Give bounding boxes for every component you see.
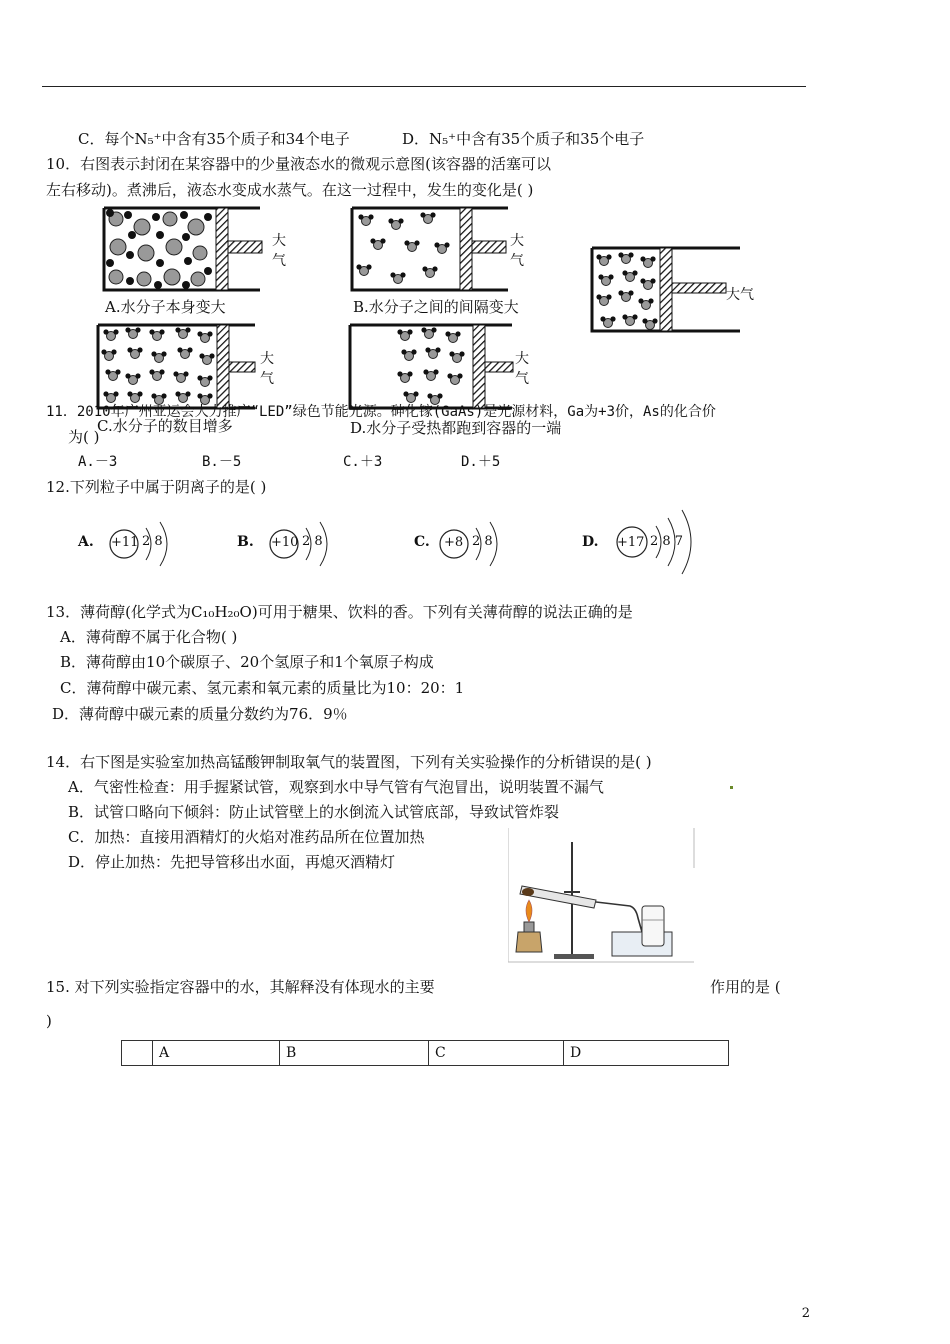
q12-b-label: B. (237, 534, 254, 550)
q15-col-a: A (153, 1041, 280, 1066)
q10-option-c: C.水分子的数目增多 (97, 417, 233, 435)
q12-a-shells: 2 8 (142, 534, 163, 549)
q12-c-label: C. (414, 534, 430, 550)
q13-option-c: C．薄荷醇中碳元素、氢元素和氧元素的质量比为10：20：1 (60, 679, 465, 697)
stray-dot (730, 786, 733, 789)
q15-col-c: C (429, 1041, 564, 1066)
q12-d-shells: 2 8 7 (650, 534, 684, 549)
q10-figure-d (347, 322, 517, 412)
q11-option-a: A.－3 (78, 454, 118, 470)
table-row (122, 1041, 729, 1066)
q13-option-b: B．薄荷醇由10个碳原子、20个氢原子和1个氧原子构成 (60, 653, 434, 671)
q13-option-d: D．薄荷醇中碳元素的质量分数约为76．9％ (52, 705, 348, 723)
q10-stem-line2: 左右移动)。煮沸后，液态水变成水蒸气。在这一过程中，发生的变化是( ) (46, 181, 534, 199)
q10-reference-atm: 大气 (726, 287, 754, 303)
q10-fig-c-atm-top: 大 (260, 351, 274, 367)
q10-fig-a-atm-top: 大 (272, 233, 286, 249)
q15-col-d: D (564, 1041, 729, 1066)
q10-fig-c-atm-bottom: 气 (260, 371, 274, 387)
q15-col-b: B (280, 1041, 429, 1066)
q10-figure-c (95, 322, 265, 412)
q12-b-shells: 2 8 (302, 534, 323, 549)
q10-option-b: B.水分子之间的间隔变大 (353, 298, 519, 316)
q11-option-c: C.＋3 (343, 454, 383, 470)
q15-table (121, 1040, 729, 1066)
q14-option-a: A．气密性检查：用手握紧试管，观察到水中导气管有气泡冒出，说明装置不漏气 (68, 778, 604, 796)
q12-d-label: D. (582, 534, 599, 550)
q11-option-d: D.＋5 (461, 454, 501, 470)
q9-option-c: C．每个N₅⁺中含有35个质子和34个电子 (78, 130, 350, 148)
q10-figure-b (348, 205, 518, 295)
q12-d-nucleus: +17 (617, 535, 645, 550)
page-number: 2 (801, 1306, 810, 1321)
q13-option-a: A．薄荷醇不属于化合物( ) (60, 628, 238, 646)
q10-fig-b-atm-top: 大 (510, 233, 524, 249)
q14-apparatus-figure (508, 828, 698, 964)
q11-stem-line1: 11．2010年广州亚运会大力推广“LED”绿色节能光源。砷化镓(GaAs)是光源材料，Ga为+3价，As的化合价 (46, 404, 716, 420)
q13-stem: 13．薄荷醇(化学式为C₁₀H₂₀O)可用于糖果、饮料的香。下列有关薄荷醇的说法正确的是 (46, 603, 633, 621)
q11-option-b: B.－5 (202, 454, 242, 470)
q15-stem-left: 15. 对下列实验指定容器中的水，其解释没有体现水的主要 (46, 978, 435, 996)
top-rule (42, 86, 806, 87)
q15-close-paren: ) (46, 1012, 52, 1030)
q10-fig-b-atm-bottom: 气 (510, 253, 524, 269)
q10-figure-a (100, 205, 290, 295)
q12-c-nucleus: +8 (444, 535, 464, 550)
q14-option-b: B．试管口略向下倾斜：防止试管壁上的水倒流入试管底部，导致试管炸裂 (68, 803, 560, 821)
q10-option-d: D.水分子受热都跑到容器的一端 (350, 419, 562, 437)
q10-fig-a-atm-bottom: 气 (272, 253, 286, 269)
q10-fig-d-atm-top: 大 (515, 351, 529, 367)
q12-b-nucleus: +10 (271, 535, 299, 550)
q10-fig-d-atm-bottom: 气 (515, 371, 529, 387)
q12-stem: 12.下列粒子中属于阴离子的是( ) (46, 478, 267, 496)
q12-c-shells: 2 8 (472, 534, 493, 549)
q12-a-label: A. (78, 534, 94, 550)
q10-option-a: A.水分子本身变大 (105, 298, 226, 316)
q9-option-d: D．N₅⁺中含有35个质子和35个电子 (402, 130, 645, 148)
q10-stem-line1: 10．右图表示封闭在某容器中的少量液态水的微观示意图(该容器的活塞可以 (46, 155, 551, 173)
q12-a-nucleus: +11 (111, 535, 139, 550)
q15-col-blank (122, 1041, 153, 1066)
q11-stem-line2: 为( ) (68, 428, 100, 446)
q15-stem-right: 作用的是 ( (710, 978, 781, 996)
q14-stem: 14．右下图是实验室加热高锰酸钾制取氧气的装置图，下列有关实验操作的分析错误的是( ) (46, 753, 652, 771)
q14-option-c: C．加热：直接用酒精灯的火焰对准药品所在位置加热 (68, 828, 425, 846)
q14-option-d: D．停止加热：先把导管移出水面，再熄灭酒精灯 (68, 853, 396, 871)
